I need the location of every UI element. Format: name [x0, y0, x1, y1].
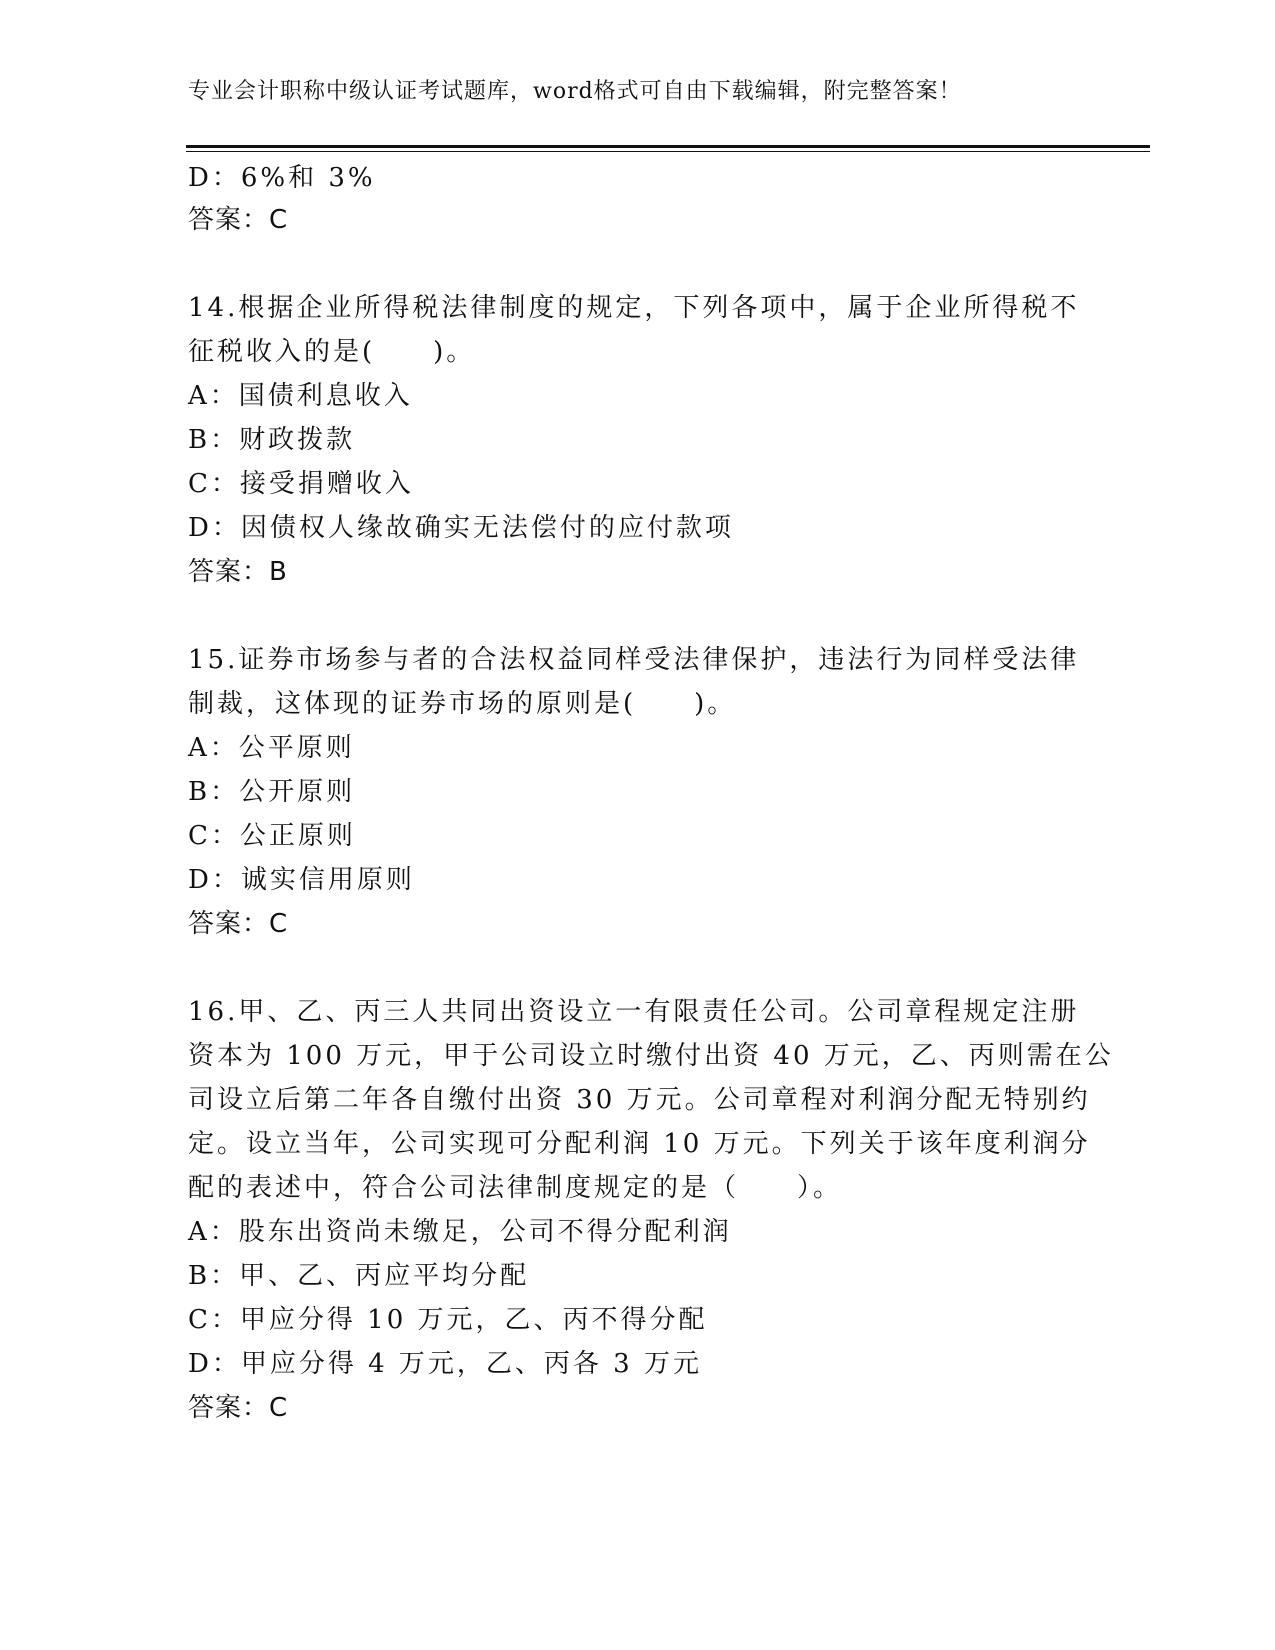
q14-option-a: A：国债利息收入 [188, 381, 413, 411]
q16-stem-line-5: 配的表述中，符合公司法律制度规定的是（ ）。 [188, 1173, 843, 1203]
header-rule-thick [186, 145, 1150, 148]
q14-option-d: D：因债权人缘故确实无法偿付的应付款项 [188, 513, 734, 543]
q13-option-d: D：6%和 3% [188, 163, 376, 193]
q16-stem-line-4: 定。设立当年，公司实现可分配利润 10 万元。下列关于该年度利润分 [188, 1129, 1091, 1159]
q14-option-b: B：财政拨款 [188, 425, 356, 455]
q15-option-a: A：公平原则 [188, 733, 355, 763]
page-header: 专业会计职称中级认证考试题库，word格式可自由下载编辑，附完整答案！ [188, 79, 962, 104]
q14-stem-line-1: 14.根据企业所得税法律制度的规定，下列各项中，属于企业所得税不 [188, 293, 1080, 323]
header-rule-thin [186, 151, 1150, 152]
q16-option-b: B：甲、乙、丙应平均分配 [188, 1261, 530, 1291]
q16-stem-line-3: 司设立后第二年各自缴付出资 30 万元。公司章程对利润分配无特别约 [188, 1085, 1091, 1115]
q15-answer: 答案：C [188, 909, 289, 939]
q14-answer: 答案：B [188, 557, 288, 587]
q15-option-b: B：公开原则 [188, 777, 356, 807]
q16-stem-line-1: 16.甲、乙、丙三人共同出资设立一有限责任公司。公司章程规定注册 [188, 997, 1080, 1027]
q16-option-a: A：股东出资尚未缴足，公司不得分配利润 [188, 1217, 732, 1247]
q15-stem-line-1: 15.证券市场参与者的合法权益同样受法律保护，违法行为同样受法律 [188, 645, 1080, 675]
q16-option-c: C：甲应分得 10 万元，乙、丙不得分配 [188, 1305, 708, 1335]
q14-option-c: C：接受捐赠收入 [188, 469, 414, 499]
q14-stem-line-2: 征税收入的是( )。 [188, 337, 476, 367]
q13-answer: 答案：C [188, 205, 289, 235]
q15-stem-line-2: 制裁，这体现的证券市场的原则是( )。 [188, 689, 737, 719]
q16-option-d: D：甲应分得 4 万元，乙、丙各 3 万元 [188, 1349, 702, 1379]
q16-stem-line-2: 资本为 100 万元，甲于公司设立时缴付出资 40 万元，乙、丙则需在公 [188, 1041, 1114, 1071]
q16-answer: 答案：C [188, 1393, 289, 1423]
q15-option-d: D：诚实信用原则 [188, 865, 415, 895]
q15-option-c: C：公正原则 [188, 821, 356, 851]
